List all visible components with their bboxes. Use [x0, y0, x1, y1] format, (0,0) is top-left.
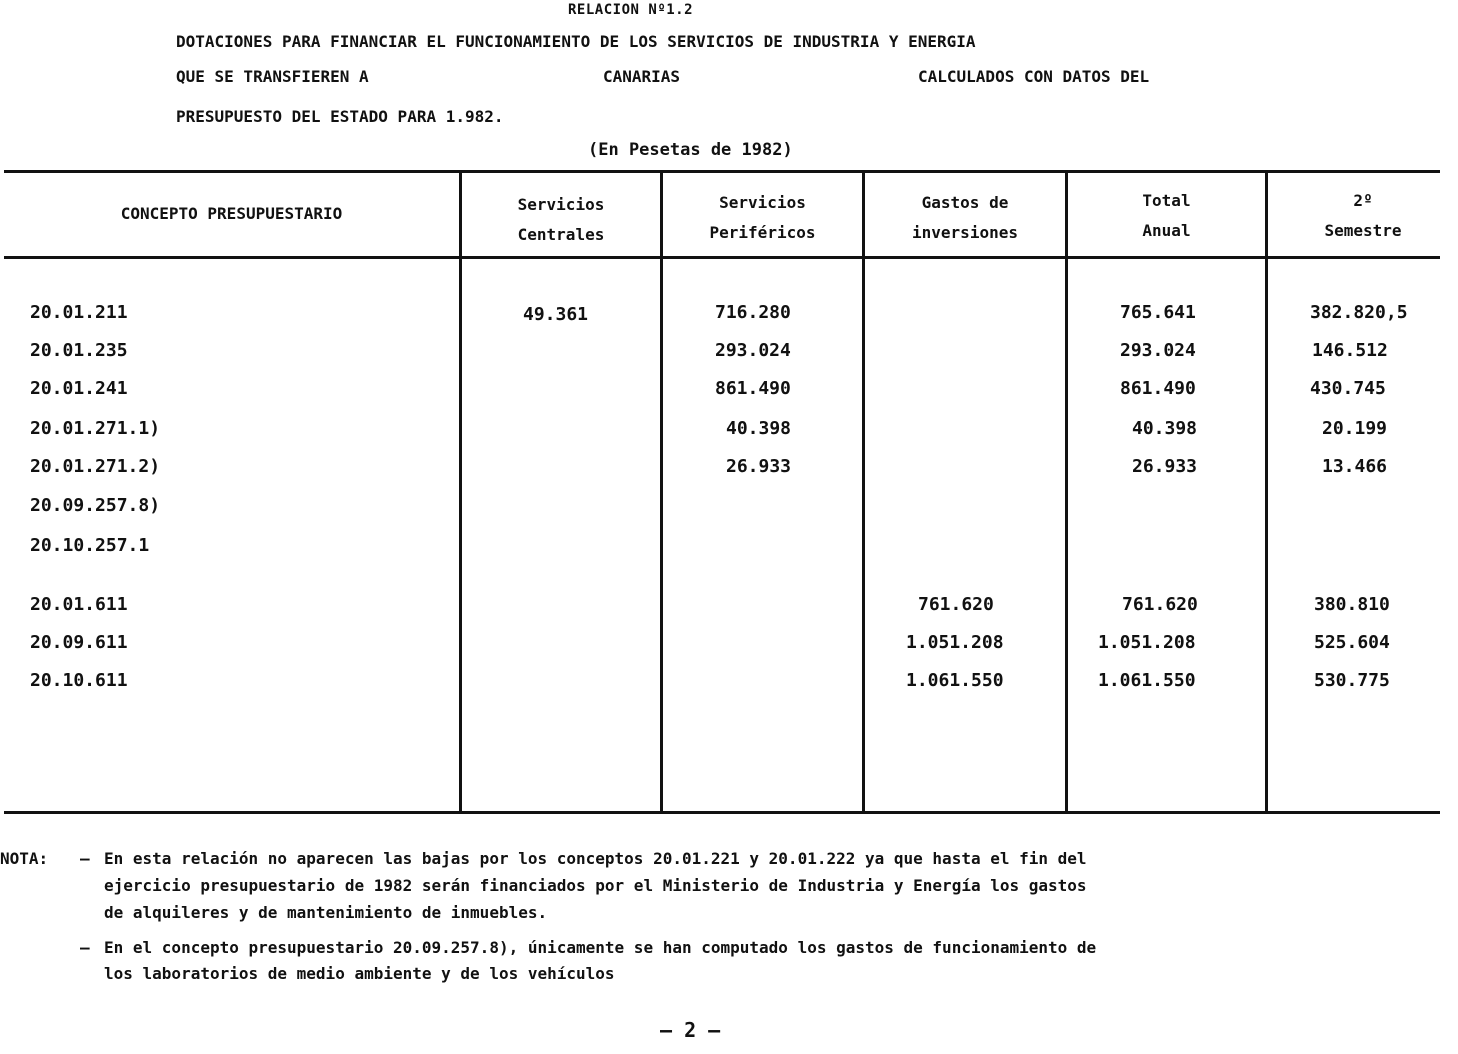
column-header-perifericos	[663, 188, 862, 248]
column-divider	[459, 170, 462, 814]
note-1-line-2: ejercicio presupuestario de 1982 serán financiados por el Ministerio de Industria y Energía los gastos	[104, 876, 1087, 895]
concept-code: 20.01.235	[30, 340, 128, 361]
note-2-line-1: En el concepto presupuestario 20.09.257.8), únicamente se han computado los gastos de funcionamiento de	[104, 938, 1097, 957]
currency-note: (En Pesetas de 1982)	[588, 140, 793, 160]
cell-semestre: 13.466	[1322, 456, 1388, 477]
column-header-total	[1068, 186, 1265, 246]
cell-total: 765.641	[1120, 302, 1196, 323]
cell-total: 26.933	[1132, 456, 1198, 477]
title-region: CANARIAS	[603, 67, 681, 86]
cell-centrales: 49.361	[523, 304, 589, 325]
concept-code: 20.01.271.1)	[30, 418, 161, 439]
concept-code: 20.10.257.1	[30, 535, 150, 556]
title-line-3: PRESUPUESTO DEL ESTADO PARA 1.982.	[176, 107, 504, 126]
cell-perifericos: 716.280	[715, 302, 791, 323]
concept-code: 20.09.257.8)	[30, 495, 161, 516]
cell-perifericos: 861.490	[715, 378, 791, 399]
cell-semestre: 525.604	[1314, 632, 1390, 653]
concept-code: 20.01.241	[30, 378, 128, 399]
cell-total: 1.051.208	[1098, 632, 1196, 653]
cell-perifericos: 40.398	[726, 418, 792, 439]
column-divider	[1265, 170, 1268, 814]
concept-code: 20.01.271.2)	[30, 456, 161, 477]
column-header-label: Periféricos	[709, 223, 816, 242]
relation-number: RELACION Nº1.2	[568, 2, 694, 18]
column-header-label: Gastos de	[921, 193, 1009, 212]
page-number: — 2 —	[660, 1018, 721, 1042]
column-header-label: inversiones	[912, 223, 1018, 242]
cell-inversiones: 761.620	[918, 594, 994, 615]
cell-perifericos: 293.024	[715, 340, 791, 361]
table-bottom-rule	[4, 811, 1440, 814]
note-dash: —	[80, 849, 90, 868]
column-header-label: CONCEPTO PRESUPUESTARIO	[120, 204, 343, 223]
concept-code: 20.01.611	[30, 594, 128, 615]
table-header-rule	[4, 256, 1440, 259]
concept-code: 20.01.211	[30, 302, 128, 323]
column-header-label: Centrales	[517, 225, 605, 244]
cell-total: 1.061.550	[1098, 670, 1196, 691]
title-line-1: DOTACIONES PARA FINANCIAR EL FUNCIONAMIENTO DE LOS SERVICIOS DE INDUSTRIA Y ENERGIA	[176, 32, 976, 51]
column-header-label: Servicios	[517, 195, 605, 214]
column-divider	[1065, 170, 1068, 814]
cell-inversiones: 1.061.550	[906, 670, 1004, 691]
cell-semestre: 430.745	[1310, 378, 1386, 399]
cell-total: 861.490	[1120, 378, 1196, 399]
title-line-2-right: CALCULADOS CON DATOS DEL	[918, 67, 1150, 86]
cell-semestre: 146.512	[1312, 340, 1388, 361]
column-header-label: Anual	[1142, 221, 1191, 240]
column-header-label: 2º	[1353, 191, 1373, 210]
note-1-line-3: de alquileres y de mantenimiento de inmuebles.	[104, 903, 548, 922]
cell-perifericos: 26.933	[726, 456, 792, 477]
cell-inversiones: 1.051.208	[906, 632, 1004, 653]
cell-total: 293.024	[1120, 340, 1196, 361]
title-line-2-left: QUE SE TRANSFIEREN A	[176, 67, 369, 86]
column-divider	[862, 170, 865, 814]
cell-total: 40.398	[1132, 418, 1198, 439]
note-dash: —	[80, 938, 90, 957]
column-header-centrales	[462, 190, 660, 250]
table-top-rule	[4, 170, 1440, 173]
cell-semestre: 530.775	[1314, 670, 1390, 691]
column-header-inversiones	[865, 188, 1065, 248]
column-header-semestre	[1268, 186, 1458, 246]
note-1-line-1: En esta relación no aparecen las bajas por los conceptos 20.01.221 y 20.01.222 ya que hasta el fin del	[104, 849, 1087, 868]
note-2-line-2: los laboratorios de medio ambiente y de los vehículos	[104, 964, 615, 983]
column-header-label: Total	[1142, 191, 1191, 210]
cell-semestre: 20.199	[1322, 418, 1388, 439]
column-divider	[660, 170, 663, 814]
column-header-concept	[4, 196, 459, 232]
note-label: NOTA:	[0, 849, 49, 868]
cell-semestre: 380.810	[1314, 594, 1390, 615]
column-header-label: Servicios	[719, 193, 806, 212]
cell-total: 761.620	[1122, 594, 1198, 615]
concept-code: 20.10.611	[30, 670, 128, 691]
cell-semestre: 382.820,5	[1310, 302, 1408, 323]
column-header-label: Semestre	[1324, 221, 1402, 240]
concept-code: 20.09.611	[30, 632, 128, 653]
